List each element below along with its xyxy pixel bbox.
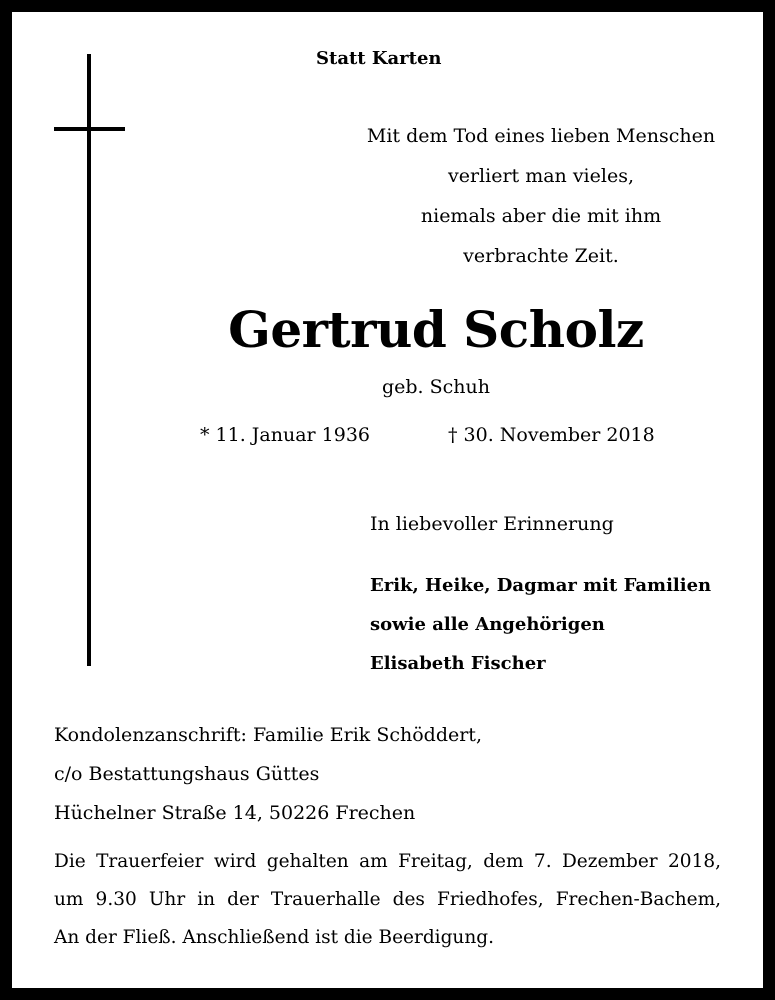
quote-line: Mit dem Tod eines lieben Menschen xyxy=(366,125,716,147)
condolence-address xyxy=(54,716,482,833)
memorial-quote xyxy=(330,116,752,276)
quote-line: verliert man vieles, xyxy=(447,165,634,187)
mourner-line: sowie alle Angehörigen xyxy=(370,614,605,635)
birth-date: * 11. Januar 1936 xyxy=(200,424,371,446)
service-line: An der Fließ. Anschließend ist die Beerdigung. xyxy=(54,927,494,948)
memory-line: In liebevoller Erinnerung xyxy=(370,513,614,535)
address-line: Kondolenzanschrift: Familie Erik Schöddert, xyxy=(54,724,482,746)
address-line: c/o Bestattungshaus Güttes xyxy=(54,763,320,785)
header-note: Statt Karten xyxy=(316,48,442,69)
address-line: Hüchelner Straße 14, 50226 Frechen xyxy=(54,802,416,824)
cross-horizontal-bar xyxy=(54,127,125,131)
mourner-line: Erik, Heike, Dagmar mit Familien xyxy=(370,575,712,596)
mourner-line: Elisabeth Fischer xyxy=(370,653,546,674)
funeral-service-info xyxy=(54,843,721,957)
cross-vertical-bar xyxy=(87,54,91,666)
quote-line: niemals aber die mit ihm xyxy=(420,205,662,227)
mourners-list xyxy=(370,566,711,683)
service-line: um 9.30 Uhr in der Trauerhalle des Friedhofes, Frechen-Bachem, xyxy=(54,889,721,910)
deceased-name: Gertrud Scholz xyxy=(228,300,644,359)
quote-line: verbrachte Zeit. xyxy=(463,245,619,267)
service-line: Die Trauerfeier wird gehalten am Freitag, dem 7. Dezember 2018, xyxy=(54,851,721,872)
maiden-name: geb. Schuh xyxy=(381,376,491,398)
death-date: † 30. November 2018 xyxy=(448,424,655,446)
